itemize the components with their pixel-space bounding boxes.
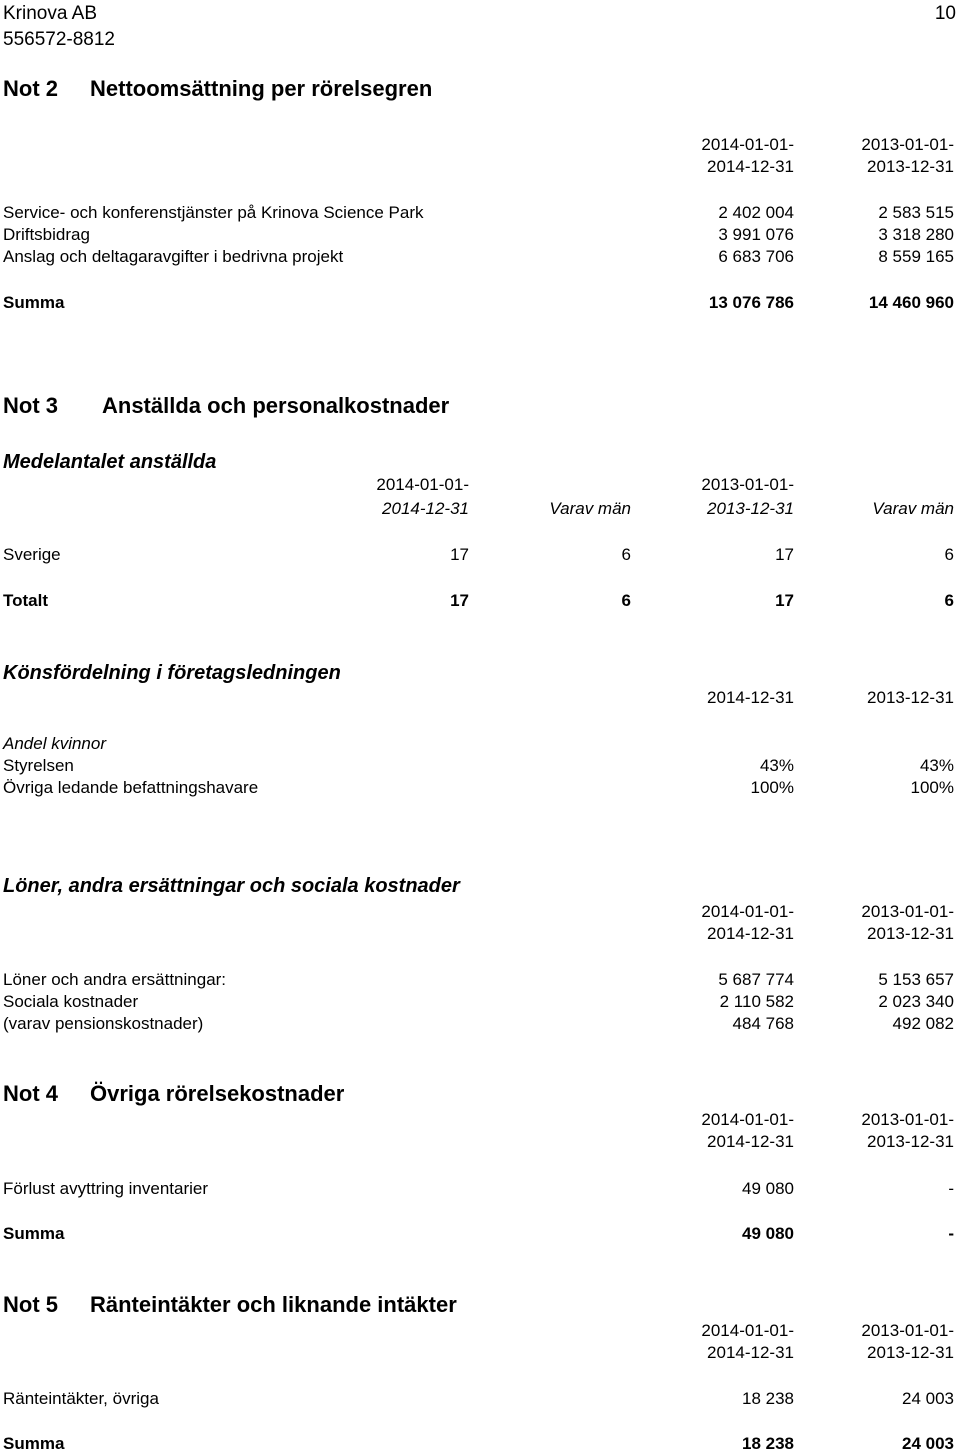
avg-row-c2: 6 [621,545,631,564]
salaries-col1-line2: 2014-12-31 [707,924,794,943]
note2-total-2014: 13 076 786 [708,293,794,312]
avg-col1-line1: 2014-01-01- [376,475,469,494]
table-row-label: Service- och konferenstjänster på Krinova Science Park [3,203,424,222]
avg-row-c4: 6 [944,545,954,564]
note2-col1-line1: 2014-01-01- [701,135,794,154]
table-cell-2013: 3 318 280 [878,225,954,244]
note2-title: Nettoomsättning per rörelsegren [90,76,433,101]
salaries-row-label: (varav pensionskostnader) [3,1014,204,1033]
note4-col2-line2: 2013-12-31 [867,1132,954,1151]
avg-total-c3: 17 [775,591,794,610]
note4-col1-line2: 2014-12-31 [707,1132,794,1151]
avg-row-label: Sverige [3,545,61,564]
note2-total-label: Summa [3,293,65,312]
note4-total-2013: - [948,1224,954,1243]
table-cell-2014: 6 683 706 [718,247,794,266]
note2-col2-line1: 2013-01-01- [861,135,954,154]
table-cell-2013: 8 559 165 [878,247,954,266]
table-cell-2014: 2 402 004 [718,203,794,222]
note4-row-2013: - [948,1179,954,1198]
avg-total-label: Totalt [3,591,49,610]
note2-total-2013: 14 460 960 [868,293,954,312]
note4-col1-line1: 2014-01-01- [701,1110,794,1129]
salaries-row-2013: 2 023 340 [878,992,954,1011]
salaries-row-2014: 5 687 774 [718,970,794,989]
avg-row-c3: 17 [775,545,794,564]
avg-col3-line1: 2013-01-01- [701,475,794,494]
note2-col2-line2: 2013-12-31 [867,157,954,176]
avg-row-c1: 17 [450,545,469,564]
table-cell-2013: 2 583 515 [878,203,954,222]
note4-number: Not 4 [3,1081,58,1106]
note5-total-label: Summa [3,1434,65,1453]
note5-col1-line1: 2014-01-01- [701,1321,794,1340]
note4-total-2014: 49 080 [742,1224,794,1243]
note4-col2-line1: 2013-01-01- [861,1110,954,1129]
table-cell-2014: 3 991 076 [718,225,794,244]
note4-row-label: Förlust avyttring inventarier [3,1179,209,1198]
avg-employees-heading: Medelantalet anställda [3,451,217,473]
gender-row-2013: 100% [910,778,954,797]
salaries-row-2014: 484 768 [732,1014,794,1033]
note3-title: Anställda och personalkostnader [102,393,450,418]
note3-number: Not 3 [3,393,58,418]
note5-col1-line2: 2014-12-31 [707,1343,794,1362]
salaries-row-label: Sociala kostnader [3,992,139,1011]
avg-col4: Varav män [872,499,954,518]
salaries-col2-line1: 2013-01-01- [861,902,954,921]
note4-total-label: Summa [3,1224,65,1243]
gender-subheading: Andel kvinnor [3,734,107,753]
salaries-row-2014: 2 110 582 [719,992,794,1011]
gender-row-2013: 43% [919,756,954,775]
gender-row-label: Övriga ledande befattningshavare [3,778,259,797]
note2-col1-line2: 2014-12-31 [707,157,794,176]
avg-col2: Varav män [549,499,631,518]
page-number: 10 [934,3,956,24]
gender-heading: Könsfördelning i företagsledningen [3,662,341,684]
note5-row-2013: 24 003 [902,1389,954,1408]
salaries-col2-line2: 2013-12-31 [867,924,954,943]
gender-row-2014: 43% [759,756,794,775]
note5-col2-line2: 2013-12-31 [867,1343,954,1362]
note5-total-2013: 24 003 [902,1434,954,1453]
salaries-row-label: Löner och andra ersättningar: [3,970,227,989]
note5-number: Not 5 [3,1292,58,1317]
note4-row-2014: 49 080 [742,1179,794,1198]
gender-col1: 2014-12-31 [707,688,794,707]
org-number: 556572-8812 [3,29,115,50]
salaries-row-2013: 492 082 [892,1014,954,1033]
note5-row-2014: 18 238 [742,1389,794,1408]
salaries-col1-line1: 2014-01-01- [701,902,794,921]
gender-row-2014: 100% [750,778,794,797]
avg-total-c4: 6 [944,591,954,610]
note5-row-label: Ränteintäkter, övriga [3,1389,159,1408]
avg-total-c2: 6 [621,591,631,610]
salaries-heading: Löner, andra ersättningar och sociala kostnader [3,875,460,897]
note4-title: Övriga rörelsekostnader [90,1081,345,1106]
salaries-row-2013: 5 153 657 [878,970,954,989]
avg-col3-line2: 2013-12-31 [707,499,794,518]
table-row-label: Driftsbidrag [3,225,90,244]
table-row-label: Anslag och deltagaravgifter i bedrivna projekt [3,247,344,266]
gender-row-label: Styrelsen [3,756,74,775]
note2-number: Not 2 [3,76,58,101]
avg-total-c1: 17 [450,591,469,610]
note5-total-2014: 18 238 [742,1434,794,1453]
gender-col2: 2013-12-31 [867,688,954,707]
note5-col2-line1: 2013-01-01- [861,1321,954,1340]
company-name: Krinova AB [3,3,97,24]
note5-title: Ränteintäkter och liknande intäkter [90,1292,457,1317]
avg-col1-line2: 2014-12-31 [382,499,469,518]
